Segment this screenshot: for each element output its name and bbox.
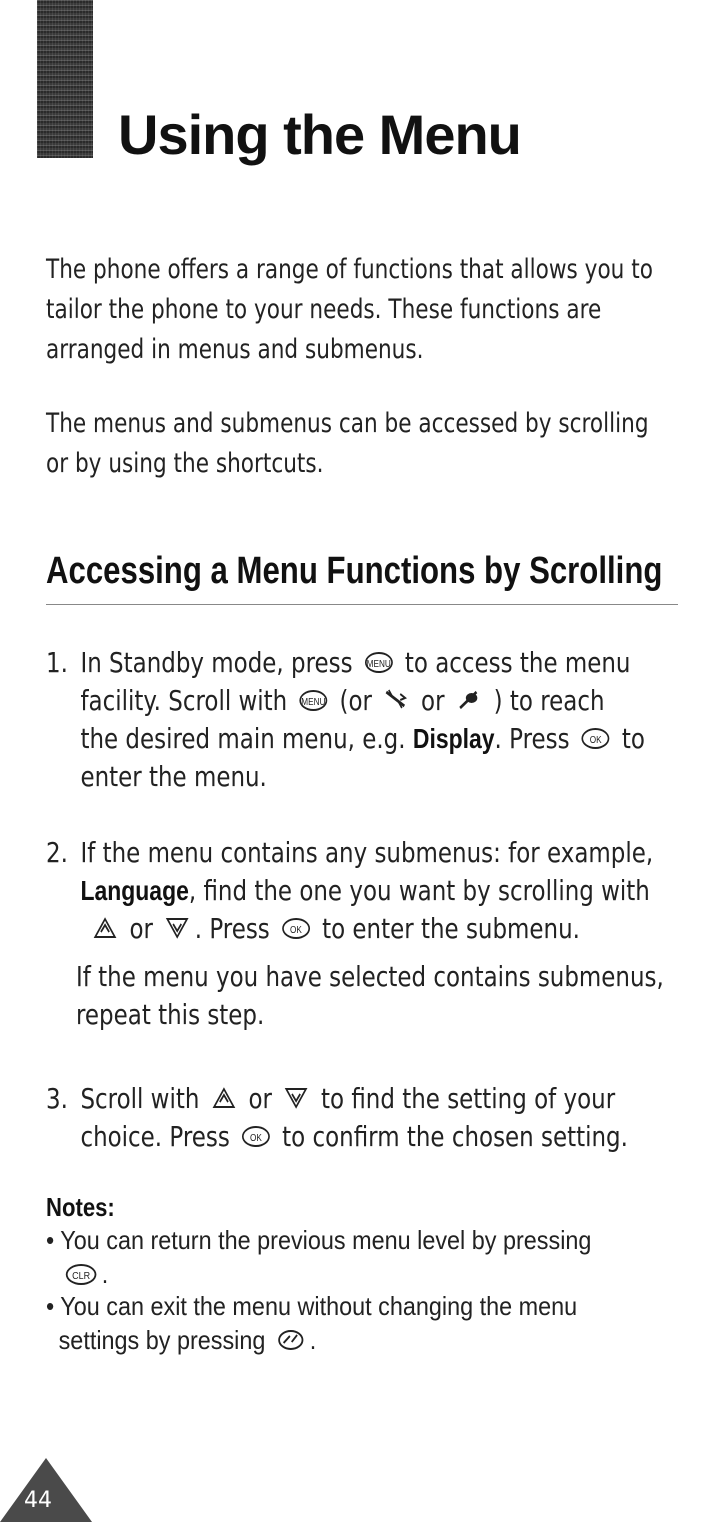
intro-line-2: tailor the phone to your needs. These functions are [46,294,602,325]
end-key-icon [457,688,482,712]
menu-name-display: Display [412,723,495,754]
intro-line-3: arranged in menus and submenus. [46,334,424,365]
intro-line-1: The phone offers a range of functions that allows you to [46,254,653,285]
intro2-line-2: or by using the shortcuts. [46,448,324,479]
section-heading: Accessing a Menu Functions by Scrolling [46,550,663,592]
step-1-line-2: facility. Scroll with MENU (or or ) to reach [80,684,605,717]
note-1-line-1: • You can return the previous menu level by pressing [46,1225,592,1255]
down-key-icon [284,1086,309,1110]
step-1-line-4: enter the menu. [80,760,267,793]
menu-name-language: Language [80,875,189,906]
menu-key-icon: MENU [365,652,393,673]
step-3-line-1: 3. Scroll with or to find the setting of your [46,1080,615,1118]
notes-heading: Notes: [46,1192,115,1222]
up-key-icon [212,1086,237,1110]
end-key-icon [277,1328,304,1352]
up-key-icon [93,916,118,940]
step-2-note-line-2: repeat this step. [76,998,265,1031]
page-number-badge [0,1458,92,1522]
step-3-line-2: choice. Press OK to confirm the chosen setting. [80,1120,628,1153]
ok-key-icon: OK [582,728,610,749]
down-key-icon [165,916,190,940]
intro2-line-1: The menus and submenus can be accessed by scrolling [46,408,649,439]
step-2-line-3: or . Press OK to enter the submenu. [46,910,580,948]
step-3-number: 3. [46,1082,68,1115]
menu-key-icon: MENU [299,690,327,711]
step-2-line-1: 2. If the menu contains any submenus: for example, [46,834,653,872]
step-1-number: 1. [46,646,68,679]
page-title: Using the Menu [118,103,521,166]
step-2-line-2: Language, find the one you want by scrolling with [80,874,650,907]
step-2-number: 2. [46,836,68,869]
ok-key-icon: OK [242,1126,270,1147]
send-key-icon [384,688,409,712]
chapter-tab-marker [37,0,93,158]
step-1-line-3: the desired main menu, e.g. Display. Press OK to [80,722,645,755]
note-2-line-1: • You can exit the menu without changing the menu [46,1291,578,1321]
section-divider [46,604,678,605]
note-1-line-2: CLR . [46,1256,108,1292]
page-number: 44 [24,1488,52,1513]
note-2-line-2: settings by pressing . [58,1325,317,1355]
step-2-note-line-1: If the menu you have selected contains submenus, [76,960,664,993]
ok-key-icon: OK [282,918,310,939]
clr-key-icon: CLR [66,1264,97,1285]
step-1-line-1: 1. In Standby mode, press MENU to access the menu [46,644,630,682]
